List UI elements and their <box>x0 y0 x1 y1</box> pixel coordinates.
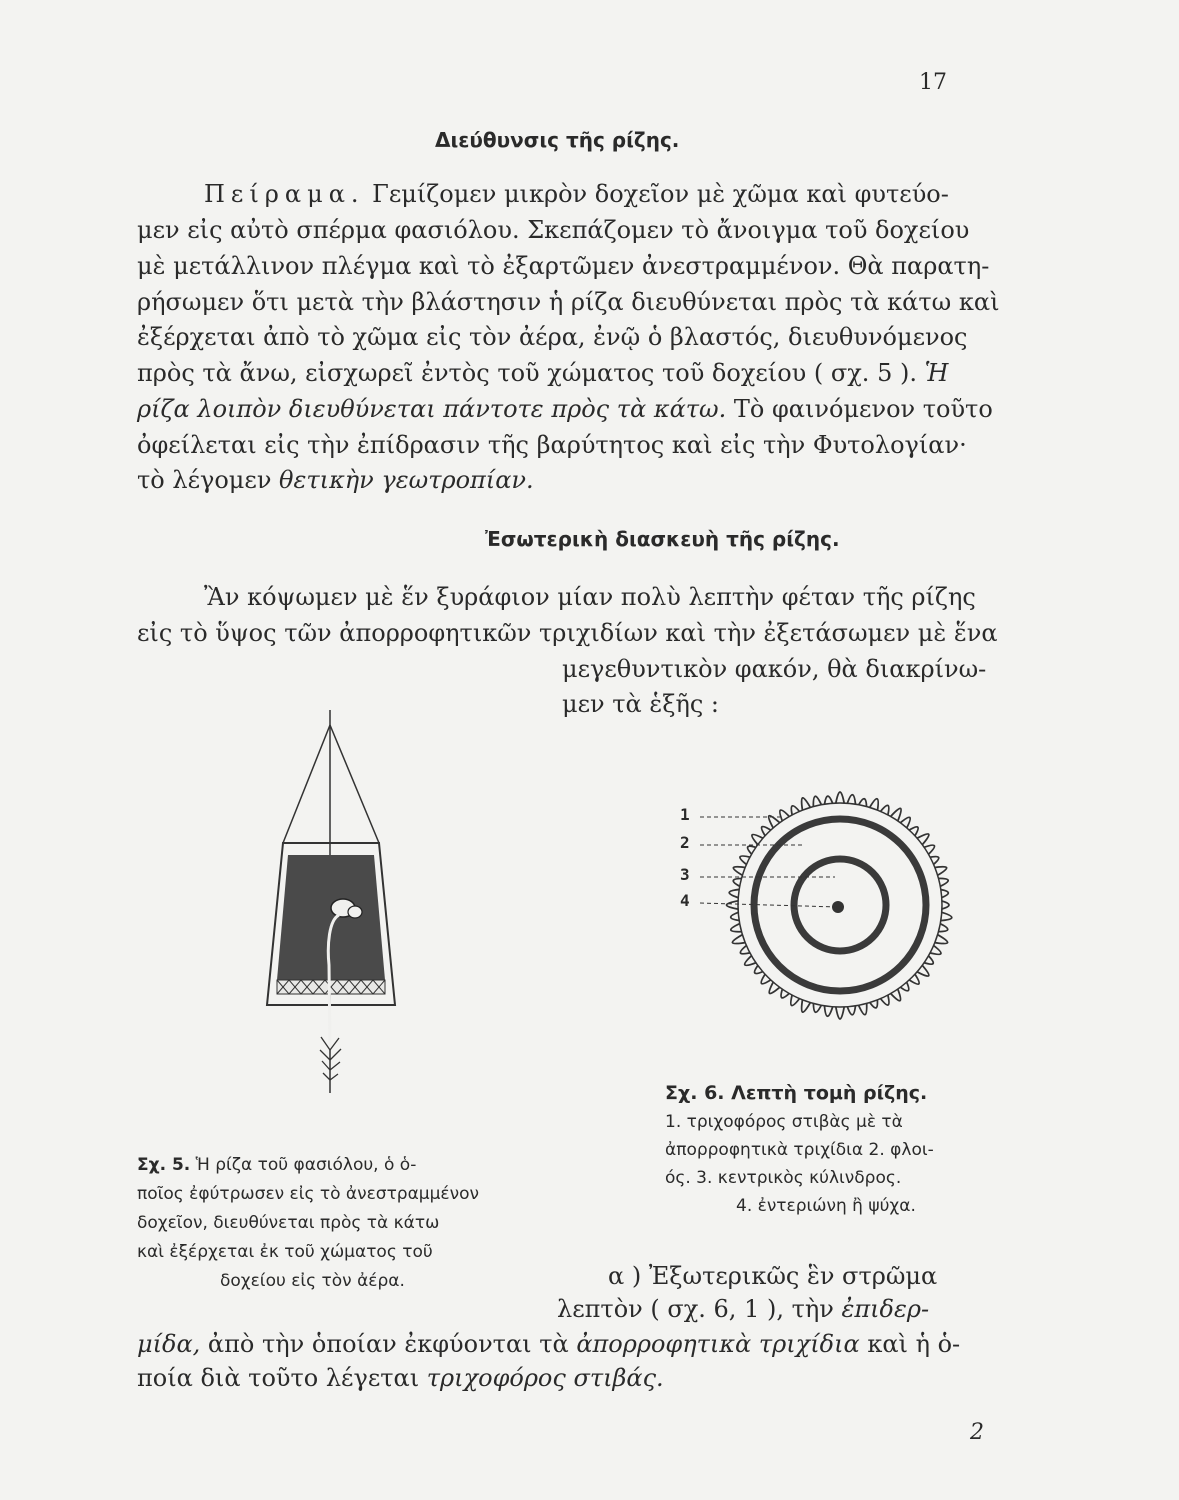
figure-5-caption-line: Σχ. 5. Ἡ ρίζα τοῦ φασιόλου, ὁ ὁ- <box>137 1155 417 1175</box>
figure-5-illustration <box>255 705 415 1100</box>
figure-6-label-4: 4 <box>680 891 690 910</box>
footer-number: 2 <box>970 1420 984 1445</box>
figure-6-caption-line: ός. 3. κεντρικὸς κύλινδρος. <box>665 1168 902 1188</box>
paragraph-line: μεν εἰς αὐτὸ σπέρμα φασιόλου. Σκεπάζομεν τὸ ἄνοιγμα τοῦ δοχείου <box>137 216 970 244</box>
paragraph-line: μεν τὰ ἑξῆς : <box>562 690 719 718</box>
paragraph-line: πρὸς τὰ ἄνω, εἰσχωρεῖ ἐντὸς τοῦ χώματος τοῦ δοχείου ( σχ. 5 ). Ἡ <box>137 359 949 387</box>
paragraph-line: λεπτὸν ( σχ. 6, 1 ), τὴν ἐπιδερ- <box>557 1295 930 1323</box>
figure-5-caption-line: δοχείου εἰς τὸν ἀέρα. <box>220 1271 405 1291</box>
paragraph-line: ρίζα λοιπὸν διευθύνεται πάντοτε πρὸς τὰ κάτω. Τὸ φαινόμενον τοῦτο <box>137 395 993 423</box>
paragraph-line: μὲ μετάλλινον πλέγμα καὶ τὸ ἐξαρτῶμεν ἀνεστραμμένον. Θὰ παρατη- <box>137 252 990 280</box>
paragraph-line: τὸ λέγομεν θετικὴν γεωτροπίαν. <box>137 466 534 494</box>
experiment-label: Πείραμα. <box>204 180 365 208</box>
paragraph-line: ἐξέρχεται ἀπὸ τὸ χῶμα εἰς τὸν ἀέρα, ἐνῷ ὁ βλαστός, διευθυνόμενος <box>137 323 968 351</box>
figure-5-caption-line: καὶ ἐξέρχεται ἐκ τοῦ χώματος τοῦ <box>137 1242 433 1262</box>
figure-6-caption-title: Σχ. 6. Λεπτὴ τομὴ ρίζης. <box>665 1082 928 1104</box>
paragraph-line: εἰς τὸ ὕψος τῶν ἀπορροφητικῶν τριχιδίων καὶ τὴν ἐξετάσωμεν μὲ ἕνα <box>137 619 998 647</box>
figure-6-caption-line: ἀπορροφητικὰ τριχίδια 2. φλοι- <box>665 1140 934 1160</box>
figure-6-label-3: 3 <box>680 865 690 884</box>
section-heading-internal-structure: Ἐσωτερικὴ διασκευὴ τῆς ρίζης. <box>485 527 840 551</box>
section-heading-root-direction: Διεύθυνσις τῆς ρίζης. <box>435 128 680 152</box>
figure-6-caption-line: 1. τριχοφόρος στιβὰς μὲ τὰ <box>665 1112 903 1132</box>
figure-5-caption-label: Σχ. 5. <box>137 1155 191 1175</box>
paragraph-line: ποία διὰ τοῦτο λέγεται τριχοφόρος στιβάς. <box>137 1364 664 1392</box>
figure-5-caption-line: ποῖος ἐφύτρωσεν εἰς τὸ ἀνεστραμμένον <box>137 1184 480 1204</box>
figure-5-caption-line: δοχεῖον, διευθύνεται πρὸς τὰ κάτω <box>137 1213 440 1233</box>
paragraph-line: Ἂν κόψωμεν μὲ ἕν ξυράφιον μίαν πολὺ λεπτὴν φέταν τῆς ρίζης <box>204 583 976 611</box>
paragraph-line: ὀφείλεται εἰς τὴν ἐπίδρασιν τῆς βαρύτητος καὶ εἰς τὴν Φυτολογίαν· <box>137 431 967 459</box>
paragraph-line: α ) Ἐξωτερικῶς ἓν στρῶμα <box>608 1262 938 1290</box>
figure-6-illustration <box>670 745 970 1045</box>
figure-6-caption-line: 4. ἐντεριώνη ἢ ψύχα. <box>736 1196 916 1216</box>
paragraph-line: Πείραμα. Γεμίζομεν μικρὸν δοχεῖον μὲ χῶμα καὶ φυτεύο- <box>204 180 949 208</box>
page-number: 17 <box>919 70 947 95</box>
figure-6-label-1: 1 <box>680 805 690 824</box>
paragraph-line: μεγεθυντικὸν φακόν, θὰ διακρίνω- <box>562 655 987 683</box>
figure-6-label-2: 2 <box>680 833 690 852</box>
paragraph-line: μίδα, ἀπὸ τὴν ὁποίαν ἐκφύονται τὰ ἀπορροφητικὰ τριχίδια καὶ ἡ ὁ- <box>137 1330 961 1358</box>
paragraph-line: ρήσωμεν ὅτι μετὰ τὴν βλάστησιν ἡ ρίζα διευθύνεται πρὸς τὰ κάτω καὶ <box>137 288 1000 316</box>
